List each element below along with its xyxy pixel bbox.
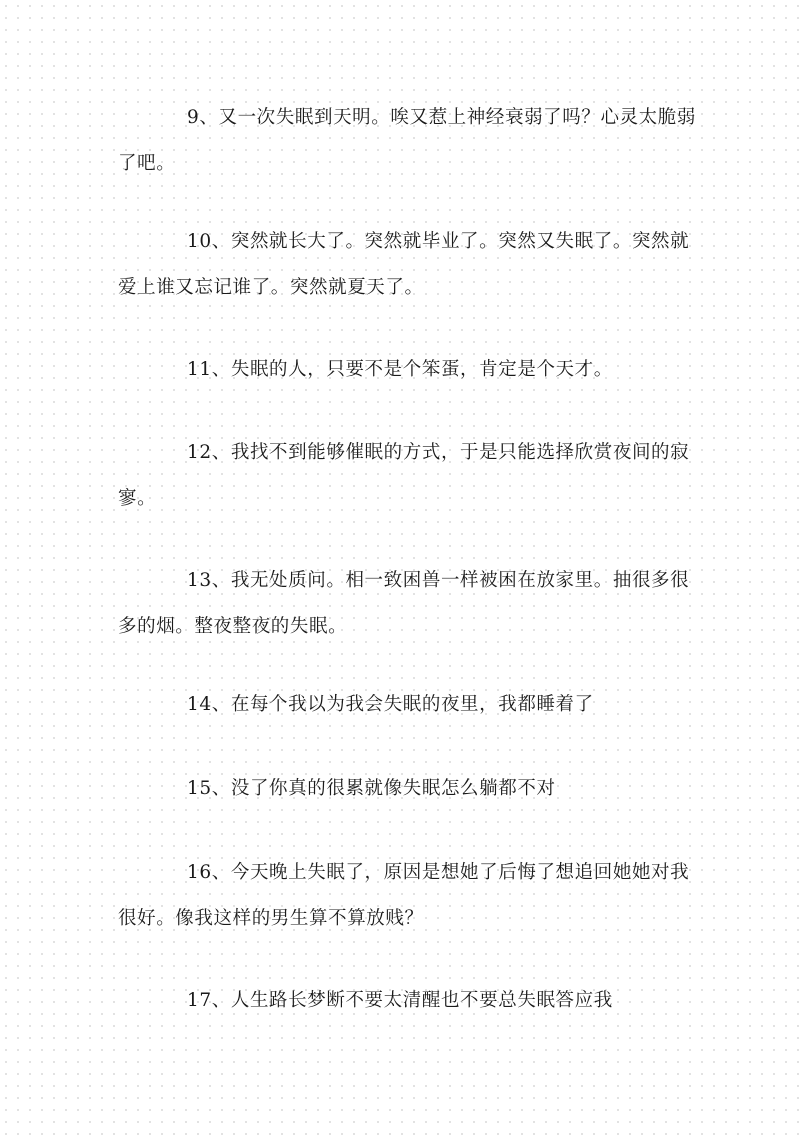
paragraph-13: 13、我无处质问。相一致困兽一样被困在放家里。抽很多很多的烟。整夜整夜的失眠。 [118,570,690,637]
paragraph-9: 9、又一次失眠到天明。唉又惹上神经衰弱了吗？心灵太脆弱了吧。 [118,107,696,174]
paragraph-16: 16、今天晚上失眠了，原因是想她了后悔了想追回她她对我很好。像我这样的男生算不算放贱？ [118,862,690,929]
paragraph-14: 14、在每个我以为我会失眠的夜里，我都睡着了 [187,694,594,715]
paragraph-15: 15、没了你真的很累就像失眠怎么躺都不对 [187,778,556,799]
paragraph-12: 12、我找不到能够催眠的方式，于是只能选择欣赏夜间的寂寥。 [118,442,690,509]
paragraph-17: 17、人生路长梦断不要太清醒也不要总失眠答应我 [187,990,613,1011]
paragraph-10: 10、突然就长大了。突然就毕业了。突然又失眠了。突然就爱上谁又忘记谁了。突然就夏天了。 [118,231,690,298]
paragraph-11: 11、失眠的人，只要不是个笨蛋，肯定是个天才。 [187,359,613,380]
